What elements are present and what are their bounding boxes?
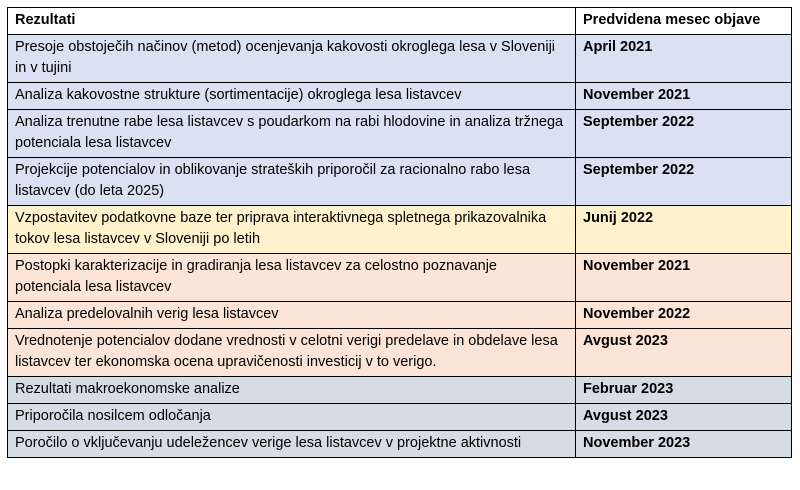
header-publication-month: Predvidena mesec objave xyxy=(576,8,792,35)
date-cell: Avgust 2023 xyxy=(576,404,792,431)
table-row xyxy=(8,329,792,377)
table-row xyxy=(8,158,792,206)
result-cell: Analiza predelovalnih verig lesa listavcev xyxy=(8,302,576,329)
result-cell: Analiza kakovostne strukture (sortimentacije) okroglega lesa listavcev xyxy=(8,83,576,110)
date-cell: Junij 2022 xyxy=(576,206,792,254)
result-cell: Poročilo o vključevanju udeležencev verige lesa listavcev v projektne aktivnosti xyxy=(8,431,576,458)
date-cell: September 2022 xyxy=(576,158,792,206)
table-row xyxy=(8,431,792,458)
result-cell: Rezultati makroekonomske analize xyxy=(8,377,576,404)
table-header-row xyxy=(8,8,792,35)
date-cell: April 2021 xyxy=(576,35,792,83)
table-row xyxy=(8,83,792,110)
results-table xyxy=(7,7,792,458)
date-cell: Februar 2023 xyxy=(576,377,792,404)
result-cell: Vzpostavitev podatkovne baze ter priprava interaktivnega spletnega prikazovalnika tokov lesa listavcev v Sloveniji po letih xyxy=(8,206,576,254)
date-cell: November 2022 xyxy=(576,302,792,329)
date-cell: November 2021 xyxy=(576,254,792,302)
table-row xyxy=(8,404,792,431)
table-row xyxy=(8,302,792,329)
header-results: Rezultati xyxy=(8,8,576,35)
result-cell: Priporočila nosilcem odločanja xyxy=(8,404,576,431)
table-row xyxy=(8,110,792,158)
table-row xyxy=(8,206,792,254)
date-cell: Avgust 2023 xyxy=(576,329,792,377)
table-row xyxy=(8,35,792,83)
result-cell: Postopki karakterizacije in gradiranja lesa listavcev za celostno poznavanje potenciala lesa listavcev xyxy=(8,254,576,302)
result-cell: Presoje obstoječih načinov (metod) ocenjevanja kakovosti okroglega lesa v Sloveniji in v tujini xyxy=(8,35,576,83)
result-cell: Projekcije potencialov in oblikovanje strateških priporočil za racionalno rabo lesa listavcev (do leta 2025) xyxy=(8,158,576,206)
date-cell: November 2021 xyxy=(576,83,792,110)
result-cell: Analiza trenutne rabe lesa listavcev s poudarkom na rabi hlodovine in analiza tržnega potenciala lesa listavcev xyxy=(8,110,576,158)
table-row xyxy=(8,377,792,404)
date-cell: September 2022 xyxy=(576,110,792,158)
date-cell: November 2023 xyxy=(576,431,792,458)
table-row xyxy=(8,254,792,302)
result-cell: Vrednotenje potencialov dodane vrednosti v celotni verigi predelave in obdelave lesa listavcev ter ekonomska ocena upravičenosti investicij v to verigo. xyxy=(8,329,576,377)
